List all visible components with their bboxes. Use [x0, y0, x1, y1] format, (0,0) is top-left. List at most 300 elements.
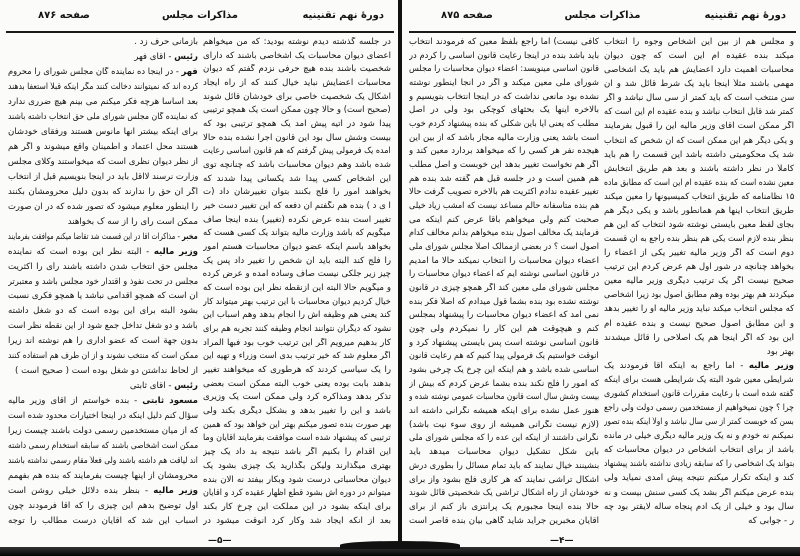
line-content [203, 105, 391, 116]
line-content [409, 51, 599, 62]
line-text: کند یعنی هم وظیفه اش را انجام بدهد وهم اسباب این [203, 310, 391, 321]
line-content [604, 136, 794, 147]
text-line [8, 277, 198, 288]
line-text: که از میان مستخدمین رسمی دولت باشند چیست زیرا [8, 426, 198, 437]
text-line [409, 516, 599, 527]
text-line [8, 291, 198, 302]
line-content [409, 228, 599, 239]
line-content [604, 192, 794, 203]
text-line [203, 201, 391, 212]
line-content [409, 447, 599, 458]
line-content [8, 187, 198, 198]
line-text: بهتری میگذارند ولیکن بگذارید یک چیزی بشود یک [203, 460, 391, 471]
line-text: است باشد یعنی وزارت مالیه مجاز باشد که از بین این [409, 132, 599, 143]
line-text: خودشان از راه اشکال تراشی یک شخصیتی قائل شوند [409, 488, 599, 499]
line-text: و میگویم حالا البته این ازنقطه نظر این بوده است که [203, 283, 391, 294]
text-line [203, 51, 391, 62]
line-content [409, 338, 599, 349]
line-content [604, 220, 794, 231]
line-content [409, 146, 599, 157]
text-line [409, 283, 599, 294]
line-content [8, 97, 198, 108]
line-content [8, 232, 198, 243]
running-title: مذاکرات مجلس [161, 10, 239, 21]
line-content [8, 262, 198, 273]
text-line [409, 269, 599, 280]
text-line [203, 488, 391, 499]
text-line [203, 174, 391, 185]
text-line [604, 516, 794, 527]
line-content [409, 475, 599, 486]
line-content [409, 461, 599, 472]
line-text: که نماینده گان مجلس شورای ملی حق انتخاب داشته باشند [8, 111, 198, 122]
line-content [203, 516, 391, 527]
line-content [8, 471, 198, 482]
line-text: شرایطی معین شود البته یک شرایطی هست برای اینکه [604, 374, 794, 385]
speaker-paragraph-line [8, 381, 198, 392]
line-content [409, 488, 599, 499]
header-rule [409, 31, 796, 33]
line-text: گفته شده است با رعایت مقررات قانون استخدام کشوری [604, 388, 794, 399]
line-content [409, 174, 599, 185]
line-content [604, 79, 794, 90]
text-line [409, 78, 599, 89]
line-text: هم بنده متأسفانه حالم مساعد نیست که امشب زیاد خیلی [409, 201, 599, 212]
text-line [604, 136, 794, 147]
line-text: ترتیبی که پیشنهاد شده است موافقت بفرمایند آقایان وما [203, 433, 391, 444]
line-content [8, 351, 198, 362]
line-text: - آقای فهر [134, 51, 175, 62]
line-text: ر - جوابی که [748, 515, 794, 526]
speaker-name: رئیس [174, 51, 198, 62]
text-line [604, 290, 794, 301]
line-content [68, 217, 198, 228]
line-content [604, 276, 794, 287]
line-text: وزارت نرسند لااقل باید در اینجا بنویسیم قبل از انتخاب [8, 171, 198, 182]
line-content [203, 269, 391, 280]
line-content [203, 256, 391, 267]
line-content [748, 516, 794, 527]
text-line [604, 333, 794, 344]
line-text: شورای ملی معین میکند و اگر در آنجا اینطور نوشته [409, 78, 599, 89]
line-text: این اقدام را بکنیم اگر باشد نتیجه بد داد یک چیز [203, 447, 391, 458]
line-text: هستند محل اعتماد و اطمینان واقع میشوند و اگر هم [8, 141, 198, 152]
line-text: سؤال کنم دلیل اینکه در اینجا اختیارات محدود شده است [8, 411, 198, 422]
line-text: بهر صورت بنده تصور میکنم بهتر این خواهد بود که همین [203, 419, 391, 430]
line-text: بسن که خوبست کمتر از سی سال نباشد و اولاً اینکه بنده تصور [604, 417, 794, 428]
page-header [411, 6, 794, 26]
line-content [8, 501, 198, 512]
line-content [8, 112, 198, 123]
text-line [409, 420, 599, 431]
text-line [8, 441, 198, 452]
text-line [8, 426, 198, 437]
text-line [8, 321, 198, 332]
text-line [203, 433, 391, 444]
line-content [203, 78, 391, 89]
line-text: باشد و این را تغییر بدهد و بشکل دیگری بکند ولی [203, 406, 391, 417]
line-content [8, 441, 198, 452]
text-line [409, 461, 599, 472]
text-line [8, 157, 198, 168]
line-content [604, 65, 794, 76]
line-content [604, 248, 794, 259]
line-text: اسباب این شد که آقایان درست مطالب را توجه [8, 516, 198, 526]
volume-label: دورهٔ نهم تقنینیه [704, 10, 786, 21]
text-line [409, 297, 599, 308]
text-line [203, 447, 391, 458]
text-line [604, 389, 794, 400]
line-content [409, 201, 599, 212]
text-line [604, 319, 794, 330]
text-line [203, 351, 391, 362]
line-text: اعضای دیوان محاسبات یک اشخاصی باشند که دارای [203, 50, 391, 61]
text-line [409, 406, 599, 417]
line-content [409, 256, 599, 267]
line-text: بیست وشش سال بود این قانون اجرا نشده بنده حالا [203, 132, 391, 143]
line-content [203, 64, 391, 75]
line-content [604, 473, 794, 484]
line-text: ممکن است که منتخب نشوند و از آن طرف هم استفاده کنند [8, 351, 198, 362]
line-content [8, 306, 198, 317]
line-content [130, 381, 198, 392]
text-line [604, 276, 794, 287]
line-content [203, 160, 391, 171]
line-text: بجای لفظ معین بایستی نوشته شود انتخاب که این هم [604, 220, 794, 231]
line-text: برای اینکه بیشتر آنها مأنوس هستند ورفقای خودشان [8, 126, 198, 137]
speaker-name: مخبر [182, 231, 198, 242]
page-footer-number: —۴— [550, 536, 574, 546]
line-content [409, 297, 599, 308]
line-text: اصول است ؟ در بعضی ازممالک اصلاً مجلس شورای ملی [409, 242, 599, 253]
text-line [604, 79, 794, 90]
line-content [409, 133, 599, 144]
line-text: تغییر عقیده ندادم اکثریت هم بالاخره تصویب گرفت حالا [409, 187, 599, 198]
text-line [203, 283, 391, 294]
line-content [203, 92, 391, 103]
text-line [604, 37, 794, 48]
line-text: چیز زیر جلکی نیست صاف وساده آمده و عرض کرده [203, 269, 391, 280]
text-line [409, 146, 599, 157]
line-content [203, 283, 391, 294]
line-text: نمیکنم نه خودم و نه یک وزیر مالیه دیگری خیلی در مانده [604, 431, 794, 442]
line-text: بازمانی حرف زد . [134, 37, 198, 47]
text-line [604, 304, 794, 315]
line-text: بخواهد باسم اینکه عضو دیوان محاسبات هستم امور [203, 242, 391, 253]
line-text: میکند بنده عقیده ام این است که چون دیوان [604, 51, 794, 62]
line-content [409, 324, 599, 335]
line-text: مجلس شورای ملی معین کند اگر همچو چیزی در قانون [409, 283, 599, 294]
line-text: کافی نیست) اما راجع بلفظ معین که فرمودند انتخاب [409, 37, 599, 47]
speaker-name: رئیس [174, 381, 198, 392]
text-line [8, 262, 198, 273]
line-content [203, 406, 391, 417]
line-content [604, 51, 794, 62]
line-content [203, 392, 391, 403]
line-text: - اما راجع به اینکه آقا فرمودند یک [604, 360, 749, 371]
text-line [409, 105, 599, 116]
text-line [8, 336, 198, 347]
text-line [8, 37, 198, 48]
line-content [604, 502, 794, 513]
line-content [409, 379, 599, 390]
speaker-name: فهر [181, 66, 198, 77]
line-content [203, 146, 391, 157]
text-line [203, 92, 391, 103]
line-content [409, 215, 599, 226]
text-line [8, 471, 198, 482]
line-content [767, 347, 794, 358]
text-line [409, 433, 599, 444]
text-line [409, 133, 599, 144]
line-content [203, 228, 391, 239]
line-content [203, 502, 391, 513]
text-line [604, 417, 794, 428]
line-content [203, 488, 391, 499]
line-content [8, 127, 198, 138]
line-content [604, 107, 794, 118]
line-text: و مجلس هم از بین این اشخاص وجوه را انتخاب [604, 37, 794, 47]
text-line [604, 248, 794, 259]
line-text: بخواهد چنانچه در شور اول هم عرض کردم این ترتیب [604, 262, 794, 273]
text-line [604, 347, 794, 358]
text-line [409, 92, 599, 103]
line-text: از نظر دیوان نظری است که میخواستند وکلای مجلس [8, 156, 198, 167]
text-line [409, 475, 599, 486]
line-text: کار بدهیم میرویم اگر این ترتیب خوب بود فبها المراد [203, 337, 391, 348]
text-line [604, 107, 794, 118]
text-line [604, 178, 794, 189]
text-line [409, 37, 599, 48]
text-line [604, 459, 794, 470]
text-line [409, 338, 599, 349]
line-content [8, 202, 198, 213]
line-content [409, 119, 599, 130]
speaker-name: مسعود ثابتی [142, 396, 198, 407]
line-text: و یکی دیگر هم این ممکن است که آن شخص که انتخاب [604, 135, 794, 146]
text-line [409, 379, 599, 390]
line-text: بشود البته برای این بوده است که دو شغل داشته [8, 306, 198, 317]
line-content [8, 396, 198, 407]
line-content [409, 516, 599, 527]
line-text: نگرانی داشتند از اینکه این عده را که مجلس شورای ملی [409, 433, 599, 444]
text-line [203, 297, 391, 308]
line-content [134, 37, 198, 48]
text-line [409, 187, 599, 198]
line-content [203, 324, 391, 335]
line-text: - بنظر بنده دلائل خیلی روشن است [8, 486, 154, 497]
line-content [15, 366, 198, 377]
line-text: هیجده نفر هر کسی را که میخواهد بردارد معین کند و [409, 146, 599, 157]
speaker-paragraph-line [8, 67, 198, 78]
line-content [203, 379, 391, 390]
line-text: حالا بنده اینجا مجبورم یک پرانتزی باز کنم از برای [409, 501, 599, 512]
line-text: بنشینند خیال نمایند که باید تمام مسائل را بطوری درش [409, 460, 599, 471]
line-text: آنوقت خواستیم یک فرمولی پیدا کنیم که هم رعایت قانون [409, 351, 599, 362]
line-content [409, 160, 599, 171]
line-content [203, 174, 391, 185]
text-line [203, 187, 391, 198]
text-line [604, 473, 794, 484]
text-line [409, 119, 599, 130]
line-text: پیدا شود در آتیه پیش آمد یک همچو ترتیبی بود که [203, 119, 391, 130]
line-content [409, 37, 599, 48]
line-text: فرمایند یک مخالف اصول بنده میخواهم بدانم مخالف کدام [409, 228, 599, 239]
line-content [8, 157, 198, 168]
text-line [604, 93, 794, 104]
text-line [203, 215, 391, 226]
text-line [604, 234, 794, 245]
line-text: سن منتخب است که باید کمتر از سی سال نباشد و اگر [604, 93, 794, 104]
speaker-paragraph-line [8, 232, 198, 243]
line-text: خیال کردیم دیوان محاسبات با این ترتیب بهتر میتواند کار [203, 296, 391, 307]
line-text: باشد و دو شغل تداخل جمع شود از این نقطه نظر است [8, 321, 198, 332]
text-line [203, 461, 391, 472]
text-line [203, 228, 391, 239]
line-content [604, 319, 794, 330]
speaker-name: وزیر مالیه [153, 486, 198, 497]
line-text: باشد از برای انتخاب اشخاص در دیوان محاسبات که [604, 445, 794, 456]
text-line [604, 164, 794, 175]
page-number: صفحه ۸۷۶ [38, 10, 90, 21]
line-text: بعد از آنکه ایجاد شد وکار کرد آنوقت میشود در [203, 515, 391, 526]
line-text: صحیح نیست اگر یک ترتیب دیگری وزیر مالیه معین [604, 276, 794, 287]
line-text: بنظر بنده لازم است یکی هم بنظر بنده راجع به آن قسمت [604, 234, 794, 245]
text-line [203, 379, 391, 390]
line-content [409, 406, 599, 417]
text-line [8, 82, 198, 93]
line-content [203, 461, 391, 472]
line-content [8, 291, 198, 302]
line-text: مجلس حق انتخاب شدن داشته باشند رأی را اکثریت [8, 261, 198, 272]
text-line [203, 365, 391, 376]
line-content [8, 142, 198, 153]
line-content [604, 262, 794, 273]
line-content [604, 488, 794, 499]
text-line [409, 242, 599, 253]
line-content [203, 187, 391, 198]
text-line [203, 324, 391, 335]
text-line [604, 192, 794, 203]
text-line [8, 217, 198, 228]
speaker-name: وزیر مالیه [153, 246, 198, 257]
line-content [203, 365, 391, 376]
line-content [203, 351, 391, 362]
text-line [8, 187, 198, 198]
line-content [8, 426, 198, 437]
speaker-name: وزیر مالیه [748, 360, 794, 371]
speaker-paragraph-line [604, 361, 794, 372]
line-text: ۱۵ نظامنامه که طریق انتخاب کمیسیونها را معین میکند [604, 191, 794, 202]
text-line [604, 488, 794, 499]
text-column [409, 37, 599, 527]
text-line [409, 201, 599, 212]
line-content [409, 365, 599, 376]
line-text: این بود که اگر اینجا هم یک اصلاحی را قائل میشدند [604, 332, 794, 343]
text-line [203, 310, 391, 321]
line-content [8, 321, 198, 332]
text-line [409, 174, 599, 185]
line-content [409, 502, 599, 513]
line-content [203, 297, 391, 308]
line-content [604, 431, 794, 442]
text-line [604, 150, 794, 161]
text-line [8, 516, 198, 527]
line-content [409, 242, 599, 253]
line-text: ممکن است رأی را از سه ک بخواهند [67, 216, 198, 227]
text-line [409, 351, 599, 362]
line-content [203, 242, 391, 253]
line-text: ممکن است اشخاصی باشند که سابقه استخدام رسمی داشته [8, 441, 198, 452]
line-content [134, 52, 198, 63]
line-text: (صحیح است) و حالا چون ممکن است یک همچو ترتیبی [203, 105, 391, 116]
line-text: بدهند بابت بوده یعنی خوب البته ممکن است بعضی [203, 378, 391, 389]
text-line [203, 37, 391, 48]
line-text: اشکال یک شخصیت خاصی برای خودشان قائل شوند [203, 91, 391, 102]
line-text: محرومشان از اینها چیست بفرمایند که بنده هم بفهمم [8, 471, 198, 482]
text-line [604, 206, 794, 217]
text-line [8, 411, 198, 422]
speaker-paragraph-line [8, 247, 198, 258]
line-text: (لازم نیست نگرانی همیشه از روی سوء نیت باشد) [409, 419, 599, 430]
line-text: اگر ممکن است آقای وزیر مالیه این را قبول بفرمایند [604, 121, 794, 132]
line-content [604, 164, 794, 175]
line-text: اگر هم نخواست تغییر بدهد این خوبست و اصل مطلب [409, 160, 599, 171]
line-text: در جلسه گذشته دیدم نوشته بودید: که من میخواهم [203, 37, 391, 47]
line-text: کرده اند که نمیتوانند دخالت کنند مگر اینکه قبلاً استعفا بدهند [8, 81, 198, 92]
line-text: قانون اساسی نوشته است پس بایستی پیشنهاد کرد و [409, 337, 599, 348]
line-text: از لحاظ نداشتن دو شغل بوده است ( صحیح است ) [15, 366, 198, 377]
text-line [203, 516, 391, 527]
line-text: تذکر بدهد ومذاکره کرد ولی ممکن است یک وزیری [203, 392, 391, 403]
line-content [8, 411, 198, 422]
line-content [409, 187, 599, 198]
line-content [409, 64, 599, 75]
line-text: سال بود و خیلی از یک آدم پنجاه ساله لایقتر بود چه [604, 501, 794, 512]
line-text: کاملاً در نظر داشته باشند و بعد هم طریق انتخابش [604, 163, 794, 174]
text-line [203, 420, 391, 431]
line-text: نشده بود مانعی نداشت که در اینجا انتخاب بنویسیم و [409, 91, 599, 102]
line-text: اگر آن حق را ندارند که بدون دلیل محرومشان بکنند [8, 186, 198, 197]
line-content [604, 37, 794, 48]
line-content [409, 283, 599, 294]
line-text: دوم است که اگر وزیر مالیه تغییر یکی از اعضاء را [604, 248, 794, 259]
line-content [8, 172, 198, 183]
line-text: اند لیاقت هم داشته باشند ولی فعلاً مقام رسمی نداشته باشند [8, 456, 198, 467]
text-line [409, 324, 599, 335]
text-line [8, 202, 198, 213]
text-line [604, 502, 794, 513]
line-text: بهتر بود [766, 346, 794, 357]
line-text: نمی آمد که اعضاء دیوان محاسبات را پیشنهاد بمجلس [409, 310, 599, 321]
line-content [203, 201, 391, 212]
line-text: دیوان محاسباتی درست شود وبکار بیفتد نه الان بنده [203, 474, 391, 485]
text-line [8, 112, 198, 123]
text-line [604, 65, 794, 76]
line-text: شده باشد وهم دیوان محاسبات باشد که چنانچه توی [203, 160, 391, 171]
line-text: چرا ؟ چون نمیخواهیم از مستخدمین رسمی دولت ولی راجع [604, 403, 794, 414]
line-text: تغییر است بنده عرض نکرده (تغییر) بنده اینجا صاف [203, 214, 391, 225]
line-content [8, 277, 198, 288]
line-content [409, 105, 599, 116]
text-line [604, 262, 794, 273]
line-text: معین نشده است که بنده عقیده ام این است که مطابق ماده [604, 177, 794, 188]
line-text: نشود که دیگران نتوانند انجام وظیفه کنند تجربه هم برای [203, 324, 391, 335]
line-text: نوشته نشده بود بنده بشما قول میدادم که اصلاً فکر بنده [409, 296, 599, 307]
text-line [8, 97, 198, 108]
text-line [203, 119, 391, 130]
line-content [604, 304, 794, 315]
